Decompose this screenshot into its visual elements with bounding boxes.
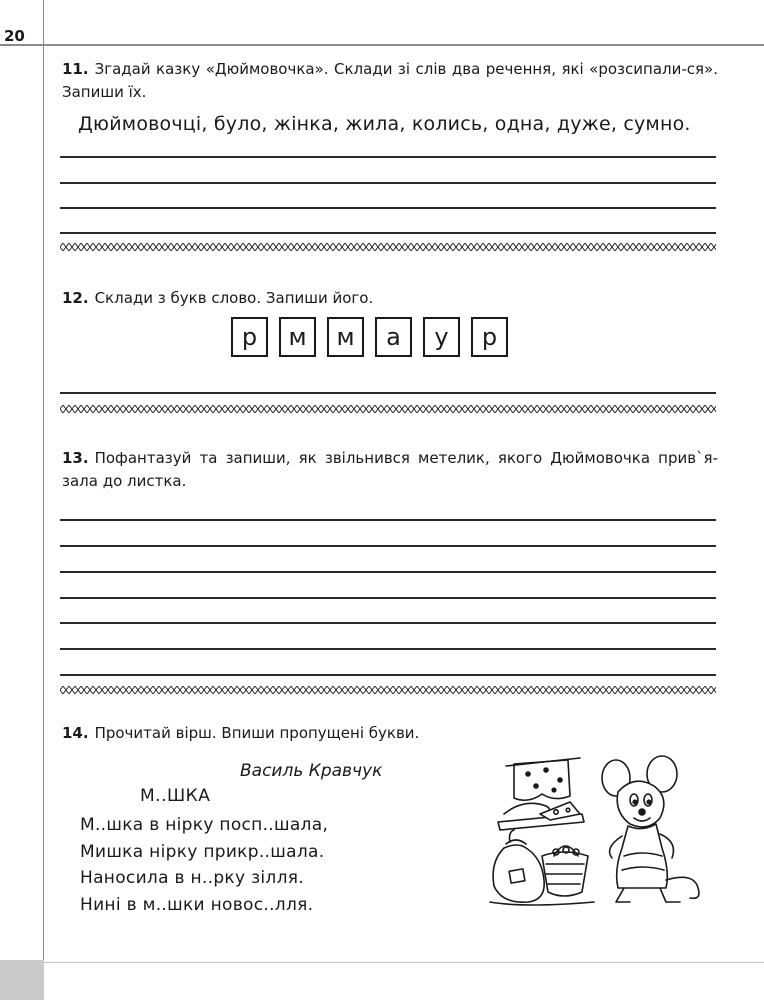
task-12-number: 12. [62, 289, 89, 307]
task-11 [62, 58, 718, 104]
writing-line[interactable] [60, 182, 716, 184]
task-11-word-list: Дюймовочці, було, жінка, жила, колись, одна, дуже, сумно. [78, 113, 691, 135]
letter-boxes [231, 317, 508, 357]
poem-author: Василь Кравчук [240, 761, 383, 781]
writing-line[interactable] [60, 545, 716, 547]
writing-line[interactable] [60, 392, 716, 394]
task-11-instruction [62, 58, 718, 104]
task-12 [62, 287, 718, 310]
writing-line[interactable] [60, 571, 716, 573]
zigzag-divider [60, 243, 716, 251]
letter-box: у [423, 317, 460, 357]
letter-box: м [327, 317, 364, 357]
task-11-number: 11. [62, 60, 89, 78]
writing-line[interactable] [60, 648, 716, 650]
task-11-text: Згадай казку «Дюймовочка». Склади зі слів два речення, які «розсипали-ся». Запиши їх. [62, 60, 718, 101]
left-margin [0, 0, 44, 1000]
poem-line: Нині в м..шки новос..лля. [80, 894, 314, 915]
poem-line: Мишка нірку прикр..шала. [80, 841, 325, 862]
poem-title: М..ШКА [140, 786, 211, 806]
top-rule [0, 44, 764, 46]
writing-line[interactable] [60, 622, 716, 624]
writing-line[interactable] [60, 207, 716, 209]
poem-line: Наносила в н..рку зілля. [80, 868, 304, 888]
task-14 [62, 722, 718, 745]
task-13-text: Пофантазуй та запиши, як звільнився метелик, якого Дюймовочка прив`я-зала до листка. [62, 449, 718, 490]
bottom-rule [44, 962, 764, 963]
page-corner-tab [0, 960, 44, 1000]
writing-line[interactable] [60, 519, 716, 521]
task-13-instruction [62, 447, 718, 493]
task-14-instruction [62, 722, 718, 745]
task-14-number: 14. [62, 724, 89, 742]
writing-line[interactable] [60, 674, 716, 676]
letter-box: р [471, 317, 508, 357]
writing-line[interactable] [60, 232, 716, 234]
zigzag-divider [60, 686, 716, 694]
task-12-text: Склади з букв слово. Запиши його. [94, 289, 374, 307]
poem-line: М..шка в нірку посп..шала, [80, 815, 329, 835]
task-13 [62, 447, 718, 493]
letter-box: р [231, 317, 268, 357]
zigzag-divider [60, 405, 716, 413]
letter-box: а [375, 317, 412, 357]
mouse-illustration [484, 752, 716, 912]
poem [80, 812, 328, 918]
task-14-text: Прочитай вірш. Впиши пропущені букви. [94, 724, 420, 742]
task-12-instruction [62, 287, 718, 310]
page-number: 20 [4, 27, 25, 45]
writing-line[interactable] [60, 597, 716, 599]
writing-line[interactable] [60, 156, 716, 158]
task-13-number: 13. [62, 449, 89, 467]
letter-box: м [279, 317, 316, 357]
